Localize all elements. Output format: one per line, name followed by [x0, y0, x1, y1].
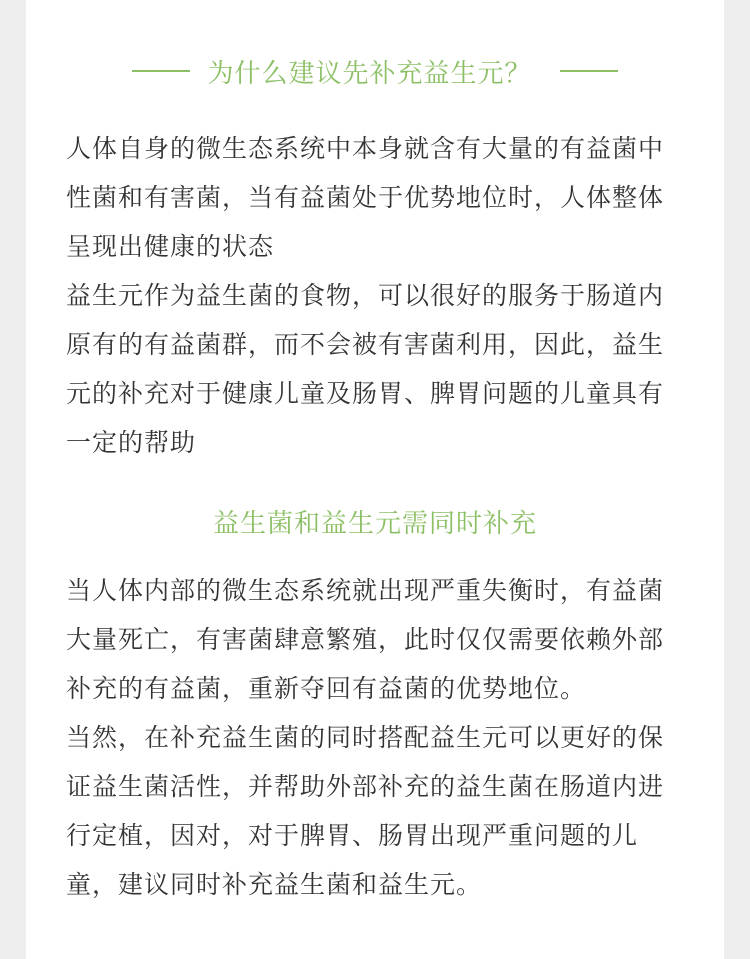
article-card	[26, 0, 724, 959]
paragraph-imbalance: 当人体内部的微生态系统就出现严重失衡时，有益菌大量死亡，有害菌肆意繁殖，此时仅仅需要依赖外部补充的有益菌，重新夺回有益菌的优势地位。	[66, 576, 665, 703]
section-heading-text: 为什么建议先补充益生元？	[207, 58, 532, 89]
section-heading-text: 益生菌和益生元需同时补充	[212, 508, 537, 539]
heading-divider-right	[560, 70, 618, 72]
paragraph-microecology: 人体自身的微生态系统中本身就含有大量的有益菌中性菌和有害菌，当有益菌处于优势地位时，人体整体呈现出健康的状态	[66, 134, 665, 261]
paragraph-combined-supplement: 当然，在补充益生菌的同时搭配益生元可以更好的保证益生菌活性，并帮助外部补充的益生菌在肠道内进行定植，因对，对于脾胃、肠胃出现严重问题的儿童，建议同时补充益生菌和益生元。	[66, 723, 665, 899]
heading-divider-left	[132, 70, 190, 72]
section-heading-supplement-together	[26, 500, 724, 542]
section-heading-why-prebiotics	[26, 50, 724, 92]
paragraph-prebiotic-role: 益生元作为益生菌的食物，可以很好的服务于肠道内原有的有益菌群，而不会被有害菌利用，因此，益生元的补充对于健康儿童及肠胃、脾胃问题的儿童具有一定的帮助	[66, 281, 665, 457]
